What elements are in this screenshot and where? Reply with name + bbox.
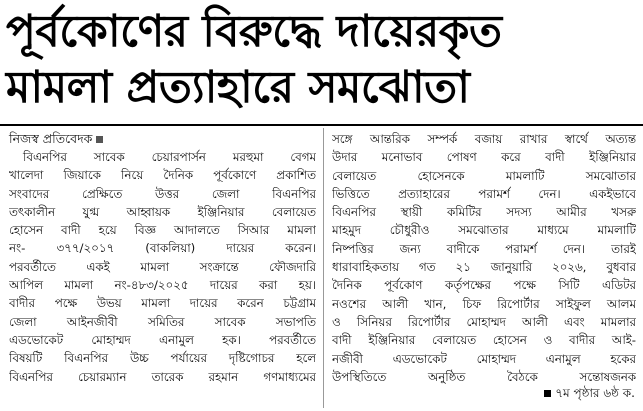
article-column-left <box>9 130 316 386</box>
text-line: সংবাদের প্রেক্ষিতে উত্তর জেলা বিএনপির <box>9 186 316 201</box>
headline-line-2: মামলা প্রত্যাহারে সমঝোতা <box>6 62 470 113</box>
text-line: বিএনপির চেয়ারম্যান তারেক রহমান গণমাধ্যমের <box>9 369 316 384</box>
text-line: ধারাবাহিকতায় গত ২১ জানুয়ারি ২০২৬, বুধবার <box>332 260 636 275</box>
text-line: উদার মনোভাব পোষণ করে বাদী ইঞ্জিনিয়ার <box>332 150 636 165</box>
column-divider <box>323 128 324 408</box>
text-line: ও সিনিয়র রিপোর্টার মোহাম্মদ আলী এবং মামলার <box>332 314 636 329</box>
article-column-right <box>332 130 636 386</box>
right-column-body <box>332 130 636 386</box>
text-line: বিএনপির স্থায়ী কমিটির সদস্য আমীর খসরু <box>332 205 636 220</box>
text-line: মাহমুদ চৌধুরীও সমঝোতার মাধ্যমে মামলাটি <box>332 223 636 238</box>
text-line: খালেদা জিয়াকে নিয়ে দৈনিক পূর্বকোণে প্রকাশিত <box>9 168 316 183</box>
text-line: নজীবী এডভোকেট মোহাম্মদ এনামুল হকের <box>332 351 636 366</box>
text-line: আপিল মামলা নং-৪৮৩/২০২৫ দায়ের করা হয়। <box>9 278 316 293</box>
text-line: বিষয়টি বিএনপির উচ্চ পর্যায়ের দৃষ্টিগোচর হলে <box>9 351 316 366</box>
text-line: উপস্থিতিতে অনুষ্ঠিত বৈঠকে সন্তোষজনক <box>332 369 636 384</box>
continuation-text: ৭ম পৃষ্ঠার ৬ষ্ঠ ক. <box>555 386 635 400</box>
text-line: সঙ্গে আন্তরিক সম্পর্ক বজায় রাখার স্বার্থে অত্যন্ত <box>332 132 636 146</box>
text-line: ভিত্তিতে প্রত্যাহারের পরামর্শ দেন। একইভাবে <box>332 186 636 201</box>
bullet-square-icon <box>544 390 551 397</box>
text-line: পরবর্তীতে একই মামলা সংক্রান্তে ফৌজদারি <box>9 259 316 274</box>
text-line: নওশের আলী খান, চিফ রিপোর্টার সাইফুল আলম <box>332 296 636 311</box>
text-line: দৈনিক পূর্বকোণ কর্তৃপক্ষের পক্ষে সিটি এডিটর <box>332 278 636 293</box>
text-line: নিষ্পত্তির জন্য বাদীকে পরামর্শ দেন। তারই <box>332 241 636 256</box>
text-line: বাদী ইঞ্জিনিয়ার বেলায়েত হোসেন ও বাদীর আই- <box>332 333 636 348</box>
left-column-body <box>9 148 316 386</box>
continuation-note <box>544 384 635 402</box>
byline-text: নিজস্ব প্রতিবেদক <box>9 131 93 146</box>
text-line: বিএনপির সাবেক চেয়ারপার্সন মরহুমা বেগম <box>23 150 316 164</box>
text-line: হোসেন বাদী হয়ে বিজ্ঞ আদালতে সিআর মামলা <box>9 223 316 238</box>
text-line: বেলায়েত হোসেনকে মামলাটি সমঝোতার <box>332 168 636 183</box>
text-line: এডভোকেট মোহাম্মদ এনামুল হক। পরবর্তীতে <box>9 332 316 347</box>
text-line: তৎকালীন যুগ্ম আহ্বায়ক ইঞ্জিনিয়ার বেলায়েত <box>9 204 316 219</box>
text-line: বাদীর পক্ষে উভয় মামলা দায়ের করেন চট্টগ্রাম <box>9 296 316 311</box>
text-line: জেলা আইনজীবী সমিতির সাবেক সভাপতি <box>9 314 316 329</box>
headline-rule <box>0 124 643 126</box>
text-line: নং- ৩৭৭/২০১৭ (বাকলিয়া) দায়ের করেন। <box>9 241 316 256</box>
headline-line-1: পূর্বকোণের বিরুদ্ধে দায়েরকৃত <box>6 6 502 57</box>
headline <box>6 4 638 116</box>
